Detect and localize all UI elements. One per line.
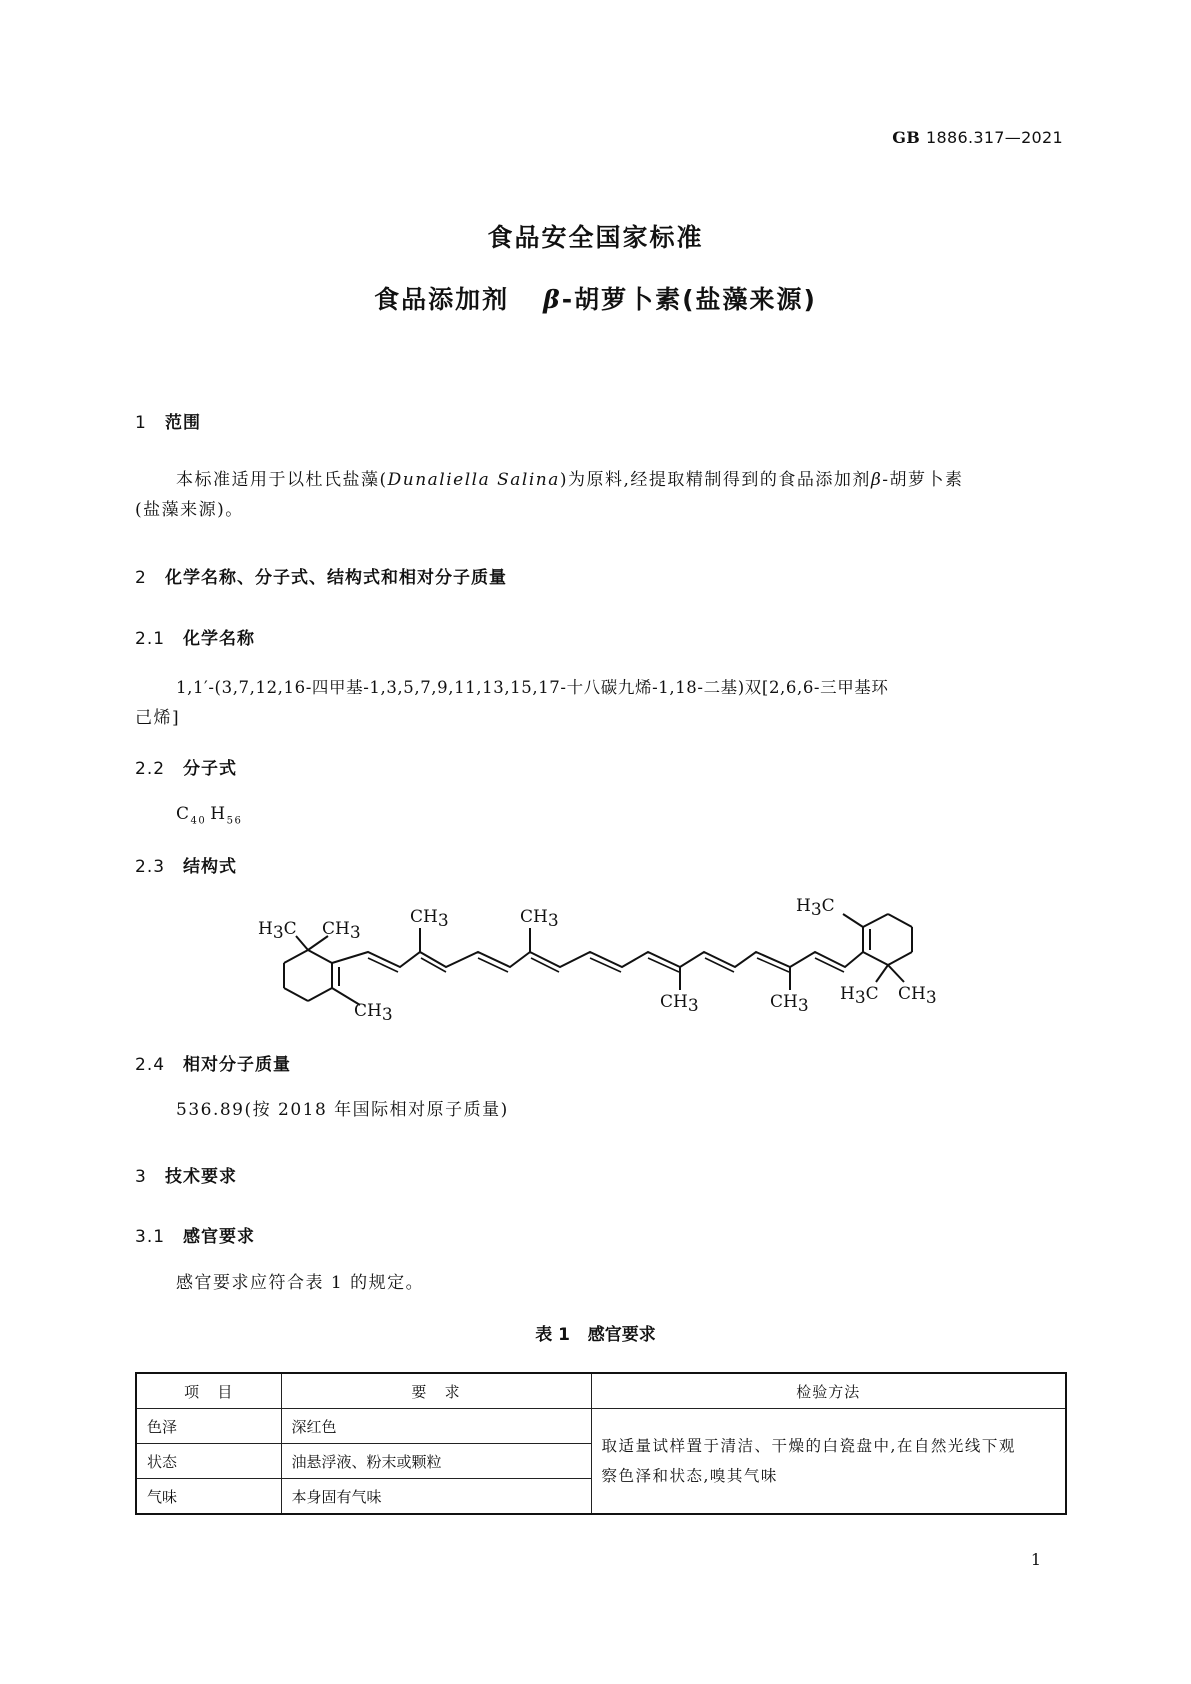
label-ch3-chain-1: CH3 <box>410 907 449 931</box>
hydrogen-count: 56 <box>226 815 243 827</box>
section-title: 相对分子质量 <box>183 1055 291 1075</box>
row-requirement: 深红色 <box>281 1409 591 1444</box>
label-ch3-chain-4: CH3 <box>770 992 809 1016</box>
method-line-2: 察色泽和状态,嗅其气味 <box>601 1467 778 1485</box>
molecule-bonds <box>284 914 912 1005</box>
scope-text-2: )为原料,经提取精制得到的食品添加剂 <box>559 470 871 490</box>
standard-code-number: 1886.317—2021 <box>926 128 1063 147</box>
section-number: 2 <box>135 568 147 588</box>
section-title: 化学名称、分子式、结构式和相对分子质量 <box>165 568 507 588</box>
section-number: 2.2 <box>135 759 166 779</box>
title-suffix: -胡萝卜素(盐藻来源) <box>561 285 817 314</box>
inspection-method <box>591 1409 1066 1515</box>
hydrogen: H <box>210 804 227 824</box>
sensory-table <box>135 1372 1067 1515</box>
label-ch3-chain-3: CH3 <box>660 992 699 1016</box>
header-method: 检验方法 <box>591 1373 1066 1409</box>
scope-text-1: 本标准适用于以杜氏盐藻( <box>176 470 388 490</box>
table-header-row <box>136 1373 1066 1409</box>
section-title: 技术要求 <box>165 1167 237 1187</box>
gb-code: GB <box>892 128 921 147</box>
label-ch3-right-bottom: CH3 <box>898 984 937 1008</box>
scope-text-3: -胡萝卜素 <box>882 470 964 490</box>
label-ch3-chain-2: CH3 <box>520 907 559 931</box>
row-item: 色泽 <box>136 1409 281 1444</box>
section-title: 结构式 <box>183 857 237 877</box>
label-ch3-left-top: CH3 <box>322 919 361 943</box>
section-number: 2.1 <box>135 629 166 649</box>
title-line-1: 食品安全国家标准 <box>487 223 704 252</box>
section-3-1-heading <box>135 1222 255 1247</box>
scope-line-2: (盐藻来源)。 <box>135 500 244 520</box>
section-number: 3 <box>135 1167 147 1187</box>
chemical-name-line-2: 己烯] <box>135 708 181 728</box>
beta-symbol: β <box>870 470 883 490</box>
carbon-count: 40 <box>190 815 207 827</box>
latin-name: Dunaliella Salina <box>387 470 560 490</box>
page-number: 1 <box>1030 1550 1041 1569</box>
sensory-text: 感官要求应符合表 1 的规定。 <box>176 1273 425 1293</box>
table-row <box>136 1409 1066 1444</box>
header-requirement: 要 求 <box>281 1373 591 1409</box>
row-item: 状态 <box>136 1444 281 1479</box>
section-title: 分子式 <box>183 759 237 779</box>
section-title: 感官要求 <box>183 1227 255 1247</box>
section-number: 2.3 <box>135 857 166 877</box>
row-requirement: 本身固有气味 <box>281 1479 591 1515</box>
carbon: C <box>176 804 191 824</box>
section-title: 范围 <box>165 413 201 433</box>
header-item: 项 目 <box>136 1373 281 1409</box>
section-2-4-heading <box>135 1050 291 1075</box>
row-requirement: 油悬浮液、粉末或颗粒 <box>281 1444 591 1479</box>
method-line-1: 取适量试样置于清洁、干燥的白瓷盘中,在自然光线下观 <box>601 1437 1016 1455</box>
section-number: 1 <box>135 413 147 433</box>
molecular-mass-text: 536.89(按 2018 年国际相对原子质量) <box>176 1100 509 1120</box>
table-caption: 表 1 感官要求 <box>535 1325 656 1345</box>
row-item: 气味 <box>136 1479 281 1515</box>
chemical-name-line-1: 1,1′-(3,7,12,16-四甲基-1,3,5,7,9,11,13,15,17-十八碳九烯-1,18-二基)双[2,6,6-三甲基环 <box>176 678 889 697</box>
label-ch3-left-bottom: CH3 <box>354 1001 393 1025</box>
label-h3c-right-top: H3C <box>796 896 835 920</box>
section-number: 2.4 <box>135 1055 166 1075</box>
title-prefix: 食品添加剂 <box>374 285 510 314</box>
label-h3c-right-bottom: H3C <box>840 984 879 1008</box>
label-h3c-left-top: H3C <box>258 919 297 943</box>
section-3-heading <box>135 1162 237 1187</box>
section-title: 化学名称 <box>183 629 255 649</box>
title-beta: β <box>543 285 562 314</box>
section-number: 3.1 <box>135 1227 166 1247</box>
